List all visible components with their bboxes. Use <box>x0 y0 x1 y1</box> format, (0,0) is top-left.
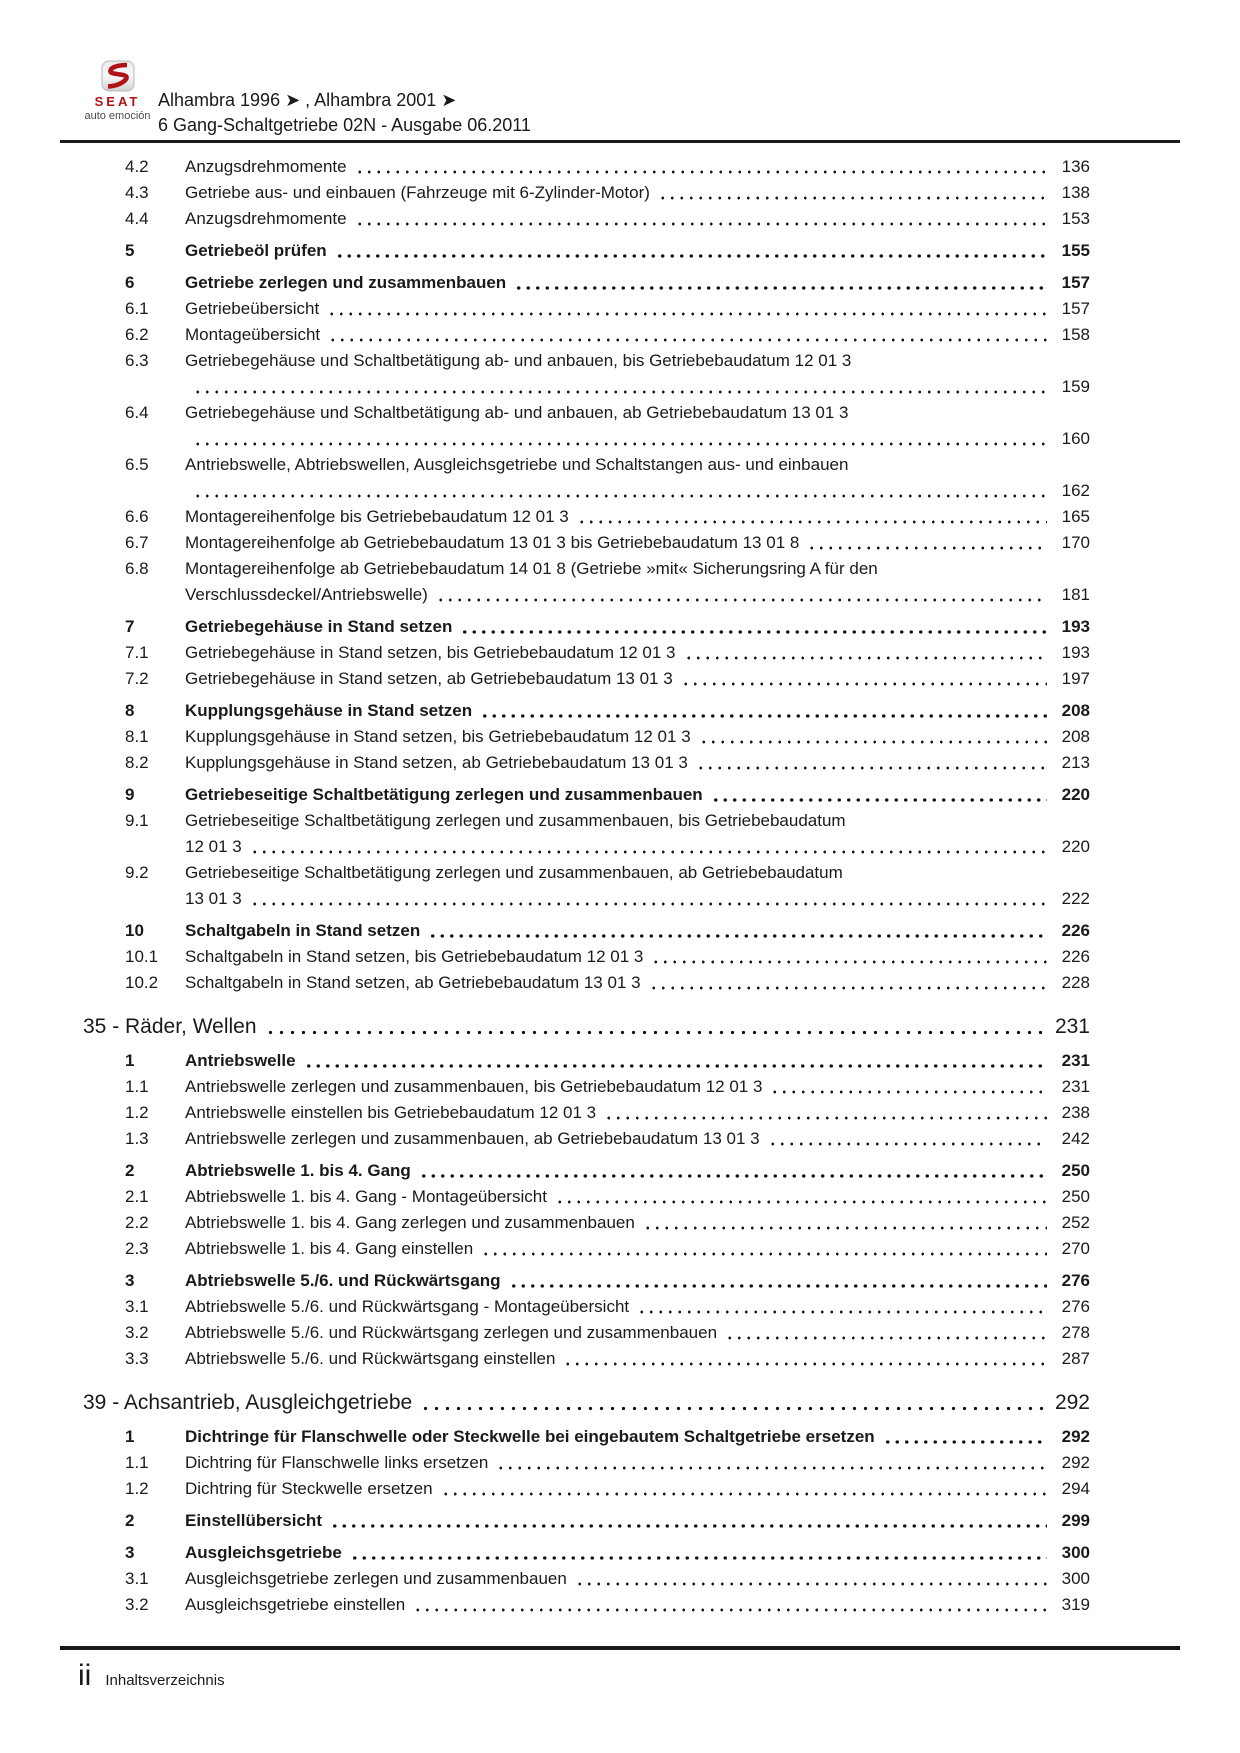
toc-dot-leader <box>304 1048 1047 1074</box>
toc-row-line <box>125 1320 1090 1346</box>
toc-dot-leader <box>563 1346 1047 1372</box>
toc-page-number: 159 <box>1061 377 1090 396</box>
toc-row-line <box>125 1100 1090 1126</box>
toc-row <box>125 1100 1090 1126</box>
toc-row <box>125 698 1090 724</box>
toc-dot-leader <box>768 1126 1047 1152</box>
toc-row-title: Verschlussdeckel/Antriebswelle) <box>185 585 428 604</box>
toc-page-number: 157 <box>1061 273 1090 292</box>
toc-dot-leader <box>335 238 1047 264</box>
toc-row <box>125 666 1090 692</box>
toc-row-title: Ausgleichsgetriebe <box>185 1543 342 1562</box>
toc-row-line <box>125 426 1090 452</box>
toc-dot-leader <box>883 1424 1047 1450</box>
toc-row-number: 6.5 <box>125 455 149 474</box>
toc-row-number: 3.1 <box>125 1297 149 1316</box>
toc-row-line <box>83 1012 1090 1042</box>
toc-row-title: Getriebeseitige Schaltbetätigung zerlegen und zusammenbauen, bis Getriebebaudatum <box>185 811 846 830</box>
toc-dot-leader <box>711 782 1047 808</box>
toc-dot-leader <box>496 1450 1047 1476</box>
toc-row-line <box>125 1540 1090 1566</box>
toc-row <box>125 1508 1090 1534</box>
toc-row-title: Antriebswelle zerlegen und zusammenbauen, ab Getriebebaudatum 13 01 3 <box>185 1129 760 1148</box>
toc-row-number: 6.8 <box>125 559 149 578</box>
toc-dot-leader <box>250 834 1047 860</box>
toc-dot-leader <box>649 970 1047 996</box>
toc-row-title: Anzugsdrehmomente <box>185 157 347 176</box>
toc-row-line <box>125 582 1090 608</box>
toc-row-number: 10 <box>125 921 144 940</box>
page-footer <box>78 1660 225 1692</box>
toc-row-title: Getriebe zerlegen und zusammenbauen <box>185 273 507 292</box>
toc-page-number: 155 <box>1061 241 1090 260</box>
toc-row-title: Abtriebswelle 1. bis 4. Gang <box>185 1161 411 1180</box>
toc-row-line <box>125 698 1090 724</box>
toc-row-line <box>125 918 1090 944</box>
toc-page-number: 299 <box>1061 1511 1090 1530</box>
toc-row <box>125 1424 1090 1450</box>
toc-dot-leader <box>555 1184 1047 1210</box>
toc-row-line <box>125 1424 1090 1450</box>
toc-row-line <box>125 1048 1090 1074</box>
toc-row-title: Getriebe aus- und einbauen (Fahrzeuge mit 6-Zylinder-Motor) <box>185 183 650 202</box>
toc-dot-leader <box>413 1592 1047 1618</box>
toc-page-number: 222 <box>1061 889 1090 908</box>
toc-dot-leader <box>428 918 1047 944</box>
toc-row-line <box>125 1184 1090 1210</box>
toc-row-title: Getriebegehäuse in Stand setzen, ab Getriebebaudatum 13 01 3 <box>185 669 673 688</box>
toc-row-number: 1.3 <box>125 1129 149 1148</box>
toc-row-line <box>125 206 1090 232</box>
toc-row-line <box>125 1210 1090 1236</box>
toc-row-line <box>125 400 1090 426</box>
toc-row-line <box>125 640 1090 666</box>
header-titles <box>158 58 1180 138</box>
toc-row-line <box>125 270 1090 296</box>
toc-row-number: 6.6 <box>125 507 149 526</box>
toc-row-line <box>125 452 1090 478</box>
toc-row-number: 6.1 <box>125 299 149 318</box>
toc-page-number: 294 <box>1061 1479 1090 1498</box>
toc-page-number: 300 <box>1061 1543 1090 1562</box>
toc-row-line <box>125 1476 1090 1502</box>
toc-row-title: Montagereihenfolge ab Getriebebaudatum 14 01 8 (Getriebe »mit« Sicherungsring A für den <box>185 559 878 578</box>
toc-dot-leader <box>699 724 1047 750</box>
toc-page-number: 238 <box>1061 1103 1090 1122</box>
toc-row-title: 39 - Achsantrieb, Ausgleichgetriebe <box>83 1391 413 1414</box>
toc-dot-leader <box>509 1268 1047 1294</box>
toc-dot-leader <box>514 270 1047 296</box>
toc-row <box>125 530 1090 556</box>
toc-page-number: 226 <box>1061 947 1090 966</box>
toc-row-title: Getriebegehäuse und Schaltbetätigung ab- und anbauen, bis Getriebebaudatum 12 01 3 <box>185 351 852 370</box>
toc-row <box>125 750 1090 776</box>
toc-dot-leader <box>193 478 1047 504</box>
toc-row-number: 2 <box>125 1161 135 1180</box>
toc-page-number: 292 <box>1061 1427 1090 1446</box>
toc-row-line <box>83 1388 1090 1418</box>
toc-page-number: 170 <box>1061 533 1090 552</box>
toc-page-number: 276 <box>1061 1297 1090 1316</box>
toc-dot-leader <box>480 698 1047 724</box>
toc-row-title: Kupplungsgehäuse in Stand setzen, ab Getriebebaudatum 13 01 3 <box>185 753 688 772</box>
toc-row-title: Getriebegehäuse und Schaltbetätigung ab- und anbauen, ab Getriebebaudatum 13 01 3 <box>185 403 849 422</box>
toc-row-number: 9.2 <box>125 863 149 882</box>
toc-row <box>125 1126 1090 1152</box>
toc-dot-leader <box>441 1476 1047 1502</box>
toc-row-line <box>125 556 1090 582</box>
toc-dot-leader <box>681 666 1047 692</box>
toc-row <box>125 1540 1090 1566</box>
toc-row-line <box>125 180 1090 206</box>
toc-row-line <box>125 834 1090 860</box>
toc-dot-leader <box>436 582 1047 608</box>
toc-row <box>125 944 1090 970</box>
toc-dot-leader <box>643 1210 1047 1236</box>
toc-row-title: Abtriebswelle 1. bis 4. Gang zerlegen und zusammenbauen <box>185 1213 635 1232</box>
toc-page-number: 278 <box>1061 1323 1090 1342</box>
toc-dot-leader <box>575 1566 1047 1592</box>
toc-page-number: 228 <box>1061 973 1090 992</box>
toc-row-line <box>125 724 1090 750</box>
toc-row <box>125 782 1090 808</box>
toc-row-title: Montagereihenfolge bis Getriebebaudatum 12 01 3 <box>185 507 569 526</box>
toc-row-line <box>125 478 1090 504</box>
toc-row-title: Kupplungsgehäuse in Stand setzen <box>185 701 473 720</box>
toc-dot-leader <box>637 1294 1047 1320</box>
toc-row-title: Getriebeseitige Schaltbetätigung zerlegen und zusammenbauen, ab Getriebebaudatum <box>185 863 843 882</box>
toc-row-line <box>125 750 1090 776</box>
toc-row <box>125 1320 1090 1346</box>
toc-row-line <box>125 1450 1090 1476</box>
toc-dot-leader <box>265 1012 1050 1042</box>
toc-row-number: 1.1 <box>125 1453 149 1472</box>
toc-row-number: 8 <box>125 701 135 720</box>
toc-row-number: 2.3 <box>125 1239 149 1258</box>
toc-row <box>125 1210 1090 1236</box>
toc-row-number: 9.1 <box>125 811 149 830</box>
toc-row-line <box>125 1294 1090 1320</box>
toc-dot-leader <box>330 1508 1047 1534</box>
toc-row-title: Getriebegehäuse in Stand setzen, bis Getriebebaudatum 12 01 3 <box>185 643 676 662</box>
toc-row-title: Antriebswelle einstellen bis Getriebebaudatum 12 01 3 <box>185 1103 597 1122</box>
toc-page-number: 208 <box>1061 701 1090 720</box>
toc-row <box>125 808 1090 860</box>
toc-dot-leader <box>328 322 1047 348</box>
toc-dot-leader <box>658 180 1047 206</box>
toc-page-number: 153 <box>1061 209 1090 228</box>
toc-row-title: 12 01 3 <box>185 837 242 856</box>
toc-row-line <box>125 1268 1090 1294</box>
toc-row-line <box>125 374 1090 400</box>
toc-dot-leader <box>327 296 1047 322</box>
seat-tagline: auto emoción <box>84 110 151 122</box>
toc-page-number: 292 <box>1061 1453 1090 1472</box>
toc-page-number: 138 <box>1061 183 1090 202</box>
toc-page-number: 231 <box>1061 1077 1090 1096</box>
toc-row-number: 9 <box>125 785 135 804</box>
toc-dot-leader <box>420 1388 1050 1418</box>
toc-row <box>125 400 1090 452</box>
toc-row <box>83 1012 1090 1042</box>
toc-page-number: 160 <box>1061 429 1090 448</box>
toc-row-number: 3.3 <box>125 1349 149 1368</box>
toc-row <box>125 504 1090 530</box>
toc-page-number: 287 <box>1061 1349 1090 1368</box>
toc-row-number: 8.2 <box>125 753 149 772</box>
toc-row-number: 8.1 <box>125 727 149 746</box>
toc-row-title: 35 - Räder, Wellen <box>83 1015 257 1038</box>
toc-row-number: 7.1 <box>125 643 149 662</box>
seat-logo-text: SEAT <box>94 94 141 109</box>
toc-page-number: 319 <box>1061 1595 1090 1614</box>
toc-row <box>125 1236 1090 1262</box>
toc-row-line <box>125 1592 1090 1618</box>
toc-row-line <box>125 970 1090 996</box>
toc-row-line <box>125 1074 1090 1100</box>
toc-page-number: 270 <box>1061 1239 1090 1258</box>
toc-row-number: 1 <box>125 1051 135 1070</box>
toc-row <box>125 1048 1090 1074</box>
toc-row-line <box>125 348 1090 374</box>
footer-page-number: ii <box>78 1659 92 1692</box>
toc-dot-leader <box>604 1100 1047 1126</box>
toc-row <box>125 322 1090 348</box>
toc-row <box>125 452 1090 504</box>
toc-row-number: 6.4 <box>125 403 149 422</box>
toc-row-number: 2 <box>125 1511 135 1530</box>
toc-row <box>125 614 1090 640</box>
toc-row-line <box>125 944 1090 970</box>
toc-row-number: 6.7 <box>125 533 149 552</box>
toc-row-line <box>125 666 1090 692</box>
toc-row <box>125 1074 1090 1100</box>
toc-page-number: 193 <box>1061 617 1090 636</box>
toc-row <box>125 206 1090 232</box>
toc-page-number: 231 <box>1054 1015 1090 1038</box>
toc-row-line <box>125 1508 1090 1534</box>
toc-page-number: 292 <box>1054 1391 1090 1414</box>
toc-row-number: 6 <box>125 273 135 292</box>
toc-row-title: Ausgleichsgetriebe zerlegen und zusammenbauen <box>185 1569 567 1588</box>
toc-row-line <box>125 886 1090 912</box>
toc-row <box>125 918 1090 944</box>
toc-row <box>125 640 1090 666</box>
toc-dot-leader <box>419 1158 1047 1184</box>
toc-page-number: 252 <box>1061 1213 1090 1232</box>
toc-row <box>125 1566 1090 1592</box>
toc-dot-leader <box>684 640 1047 666</box>
toc-row-title: Getriebeöl prüfen <box>185 241 327 260</box>
toc-page-number: 250 <box>1061 1161 1090 1180</box>
toc-row-title: Abtriebswelle 5./6. und Rückwärtsgang zerlegen und zusammenbauen <box>185 1323 718 1342</box>
toc-row-line <box>125 1566 1090 1592</box>
toc-row-title: Abtriebswelle 1. bis 4. Gang - Montageübersicht <box>185 1187 547 1206</box>
toc-row <box>125 1346 1090 1372</box>
toc-row <box>125 860 1090 912</box>
toc-row-title: Abtriebswelle 1. bis 4. Gang einstellen <box>185 1239 474 1258</box>
toc-row-number: 2.2 <box>125 1213 149 1232</box>
toc-row <box>125 1476 1090 1502</box>
toc-row <box>125 1268 1090 1294</box>
header-divider <box>60 140 1180 143</box>
toc-row <box>125 180 1090 206</box>
toc-row <box>125 1158 1090 1184</box>
toc-row <box>125 556 1090 608</box>
footer-divider <box>60 1646 1180 1650</box>
toc-page-number: 231 <box>1061 1051 1090 1070</box>
toc-page-number: 250 <box>1061 1187 1090 1206</box>
toc-row-title: Getriebeübersicht <box>185 299 320 318</box>
toc-row-number: 3 <box>125 1271 135 1290</box>
toc-row-title: Abtriebswelle 5./6. und Rückwärtsgang <box>185 1271 501 1290</box>
toc-row-number: 5 <box>125 241 135 260</box>
toc-dot-leader <box>193 374 1047 400</box>
toc-row-title: Schaltgabeln in Stand setzen <box>185 921 421 940</box>
toc-dot-leader <box>481 1236 1047 1262</box>
toc-row-title: 13 01 3 <box>185 889 242 908</box>
toc-row-number: 3 <box>125 1543 135 1562</box>
page-header <box>80 58 1180 138</box>
toc-row <box>125 1184 1090 1210</box>
toc-row-line <box>125 808 1090 834</box>
toc-page-number: 213 <box>1061 753 1090 772</box>
toc-page-number: 162 <box>1061 481 1090 500</box>
toc-page-number: 157 <box>1061 299 1090 318</box>
toc-dot-leader <box>193 426 1047 452</box>
footer-section-label: Inhaltsverzeichnis <box>105 1672 225 1689</box>
toc-row-title: Antriebswelle zerlegen und zusammenbauen, bis Getriebebaudatum 12 01 3 <box>185 1077 763 1096</box>
toc-row-line <box>125 860 1090 886</box>
toc-page-number: 208 <box>1061 727 1090 746</box>
toc-row-number: 4.2 <box>125 157 149 176</box>
toc-row-number: 3.1 <box>125 1569 149 1588</box>
toc-row-number: 1.2 <box>125 1479 149 1498</box>
toc-page-number: 193 <box>1061 643 1090 662</box>
toc-page-number: 300 <box>1061 1569 1090 1588</box>
toc-row <box>125 970 1090 996</box>
toc-row-line <box>125 530 1090 556</box>
seat-brand-block <box>80 58 155 122</box>
toc-page-number: 276 <box>1061 1271 1090 1290</box>
toc-row-line <box>125 1126 1090 1152</box>
toc-row-title: Einstellübersicht <box>185 1511 322 1530</box>
toc-row-number: 7 <box>125 617 135 636</box>
toc-row <box>125 724 1090 750</box>
toc-dot-leader <box>807 530 1047 556</box>
toc-row-title: Ausgleichsgetriebe einstellen <box>185 1595 406 1614</box>
toc-row-number: 1.1 <box>125 1077 149 1096</box>
toc-row-number: 4.3 <box>125 183 149 202</box>
toc-dot-leader <box>460 614 1047 640</box>
toc-row-number: 3.2 <box>125 1323 149 1342</box>
toc-dot-leader <box>696 750 1047 776</box>
toc-dot-leader <box>651 944 1047 970</box>
toc-row-title: Abtriebswelle 5./6. und Rückwärtsgang einstellen <box>185 1349 556 1368</box>
toc-row-number: 1 <box>125 1427 135 1446</box>
toc-row-number: 1.2 <box>125 1103 149 1122</box>
toc-dot-leader <box>725 1320 1047 1346</box>
toc-row-title: Dichtring für Flanschwelle links ersetzen <box>185 1453 489 1472</box>
toc-row-number: 6.3 <box>125 351 149 370</box>
toc-row-line <box>125 1346 1090 1372</box>
toc-row-number: 10.1 <box>125 947 159 966</box>
toc-row-title: Getriebegehäuse in Stand setzen <box>185 617 453 636</box>
toc-row <box>125 296 1090 322</box>
toc-row <box>125 270 1090 296</box>
toc-row-line <box>125 1158 1090 1184</box>
toc-row <box>125 154 1090 180</box>
toc-row-line <box>125 322 1090 348</box>
toc-page-number: 220 <box>1061 837 1090 856</box>
toc-row-title: Montageübersicht <box>185 325 321 344</box>
toc-row-title: Dichtringe für Flanschwelle oder Steckwelle bei eingebautem Schaltgetriebe ersetzen <box>185 1427 875 1446</box>
toc-page-number: 136 <box>1061 157 1090 176</box>
toc-row-number: 4.4 <box>125 209 149 228</box>
toc-dot-leader <box>350 1540 1047 1566</box>
toc-row-title: Montagereihenfolge ab Getriebebaudatum 13 01 3 bis Getriebebaudatum 13 01 8 <box>185 533 800 552</box>
toc-dot-leader <box>577 504 1047 530</box>
toc-row-line <box>125 782 1090 808</box>
toc-dot-leader <box>770 1074 1047 1100</box>
seat-logo-icon <box>101 60 135 92</box>
toc-row-line <box>125 614 1090 640</box>
toc-row-line <box>125 238 1090 264</box>
header-model-line: Alhambra 1996 ➤ , Alhambra 2001 ➤ <box>158 90 457 110</box>
toc-row-number: 6.2 <box>125 325 149 344</box>
toc-dot-leader <box>355 154 1047 180</box>
toc-page-number: 220 <box>1061 785 1090 804</box>
toc-row-line <box>125 504 1090 530</box>
toc-row-number: 3.2 <box>125 1595 149 1614</box>
toc-page-number: 165 <box>1061 507 1090 526</box>
toc-row-title: Anzugsdrehmomente <box>185 209 347 228</box>
toc-row-title: Schaltgabeln in Stand setzen, bis Getriebebaudatum 12 01 3 <box>185 947 644 966</box>
toc-row-title: Kupplungsgehäuse in Stand setzen, bis Getriebebaudatum 12 01 3 <box>185 727 691 746</box>
toc <box>83 154 1090 1618</box>
toc-row-title: Abtriebswelle 5./6. und Rückwärtsgang - Montageübersicht <box>185 1297 630 1316</box>
toc-row-number: 10.2 <box>125 973 159 992</box>
toc-row-title: Antriebswelle <box>185 1051 296 1070</box>
toc-row-title: Getriebeseitige Schaltbetätigung zerlegen und zusammenbauen <box>185 785 703 804</box>
toc-row <box>125 1450 1090 1476</box>
toc-row <box>125 238 1090 264</box>
header-edition-line: 6 Gang-Schaltgetriebe 02N - Ausgabe 06.2011 <box>158 115 531 135</box>
toc-row-line <box>125 296 1090 322</box>
toc-row-title: Antriebswelle, Abtriebswellen, Ausgleichsgetriebe und Schaltstangen aus- und einbauen <box>185 455 849 474</box>
toc-dot-leader <box>250 886 1047 912</box>
toc-row <box>83 1388 1090 1418</box>
toc-page-number: 158 <box>1061 325 1090 344</box>
toc-row-number: 2.1 <box>125 1187 149 1206</box>
toc-page-number: 226 <box>1061 921 1090 940</box>
toc-row-line <box>125 1236 1090 1262</box>
toc-page-number: 242 <box>1061 1129 1090 1148</box>
toc-row-number: 7.2 <box>125 669 149 688</box>
toc-row-title: Schaltgabeln in Stand setzen, ab Getriebebaudatum 13 01 3 <box>185 973 641 992</box>
toc-row <box>125 1592 1090 1618</box>
toc-row-title: Dichtring für Steckwelle ersetzen <box>185 1479 433 1498</box>
toc-row <box>125 1294 1090 1320</box>
toc-row <box>125 348 1090 400</box>
toc-page-number: 197 <box>1061 669 1090 688</box>
toc-row-line <box>125 154 1090 180</box>
toc-dot-leader <box>355 206 1047 232</box>
toc-page-number: 181 <box>1061 585 1090 604</box>
